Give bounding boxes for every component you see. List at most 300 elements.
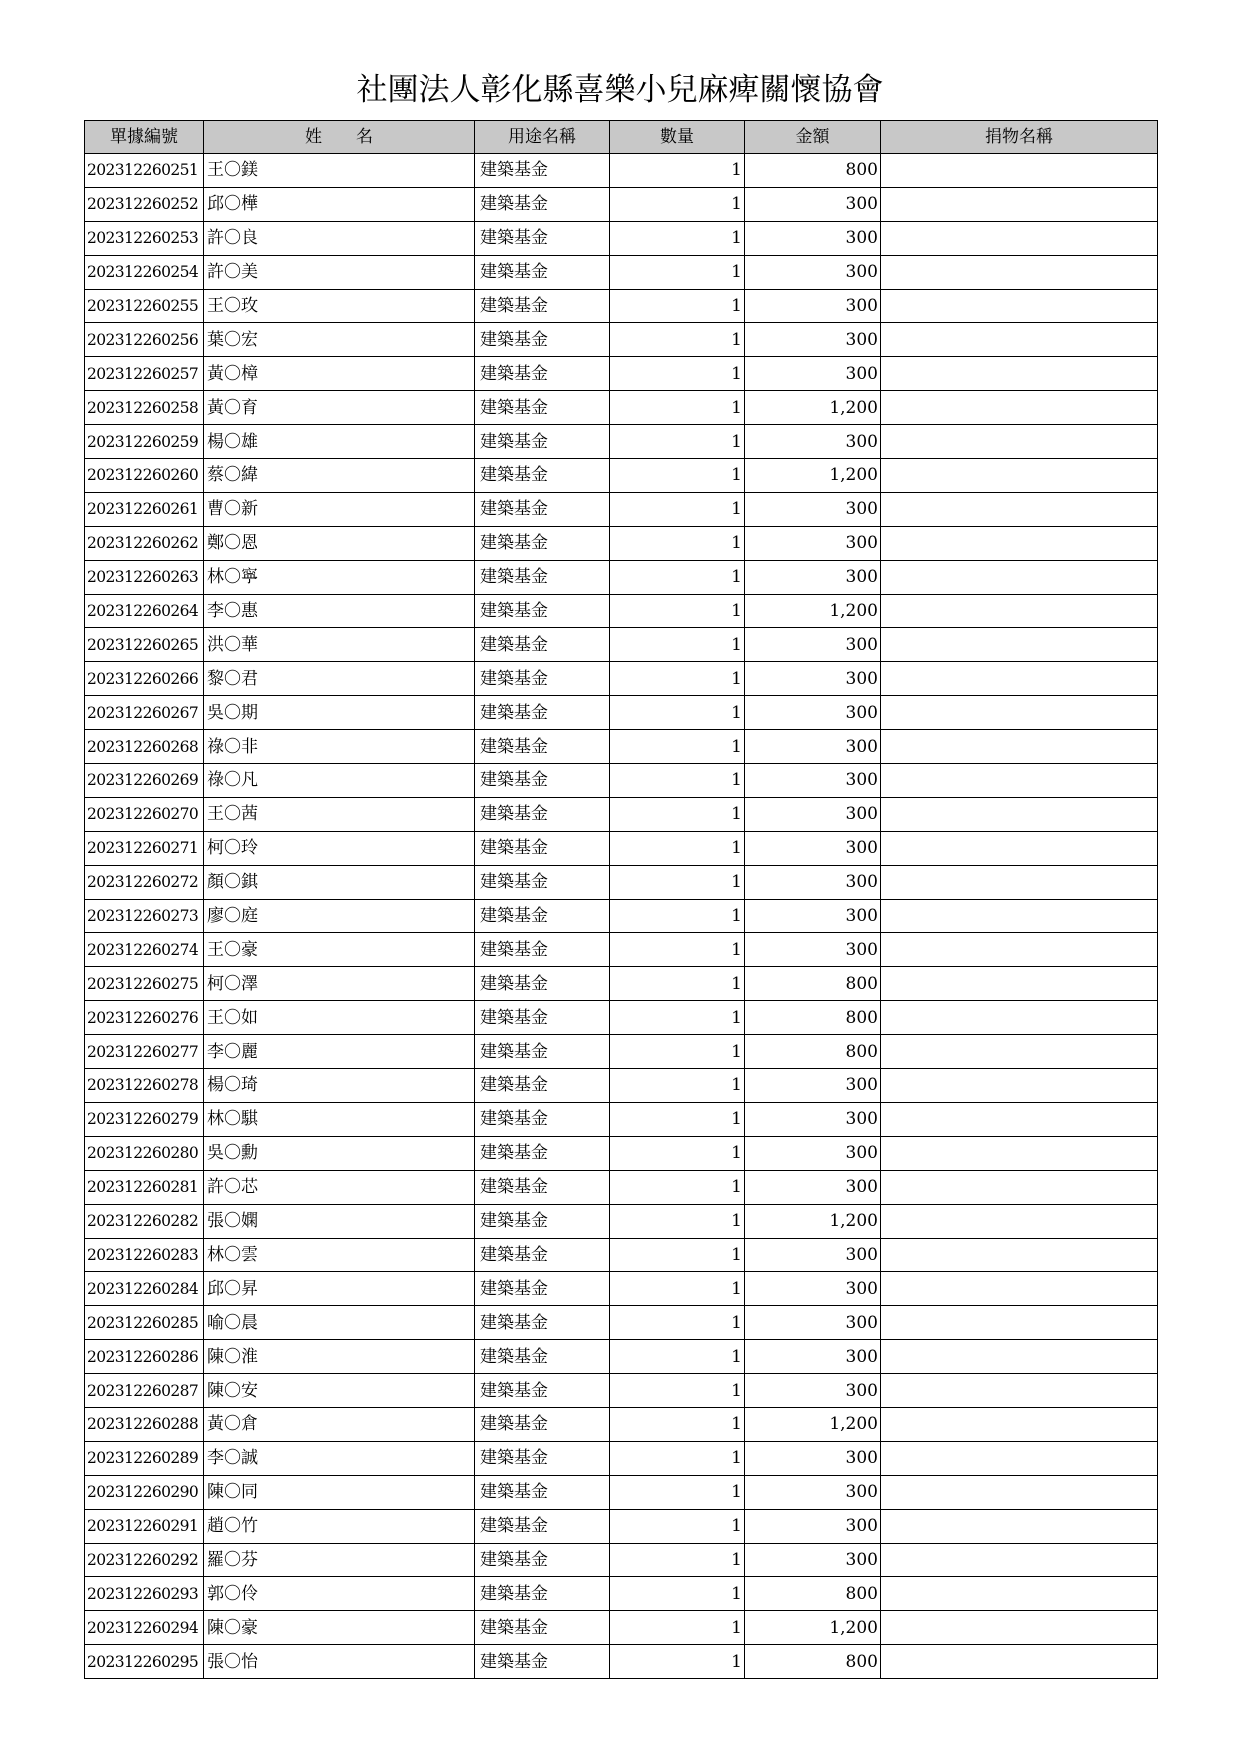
cell-purpose: 建築基金 bbox=[475, 797, 610, 831]
cell-quantity: 1 bbox=[610, 831, 745, 865]
cell-purpose: 建築基金 bbox=[475, 1272, 610, 1306]
cell-amount: 300 bbox=[745, 1475, 881, 1509]
cell-name: 王〇玫 bbox=[204, 289, 475, 323]
table-row bbox=[85, 323, 1158, 357]
cell-name: 廖〇庭 bbox=[204, 899, 475, 933]
cell-quantity: 1 bbox=[610, 1136, 745, 1170]
cell-purpose: 建築基金 bbox=[475, 662, 610, 696]
cell-receipt-no: 202312260287 bbox=[85, 1374, 204, 1408]
cell-quantity: 1 bbox=[610, 865, 745, 899]
cell-amount: 300 bbox=[745, 1340, 881, 1374]
cell-name: 張〇怡 bbox=[204, 1645, 475, 1679]
cell-name: 陳〇豪 bbox=[204, 1611, 475, 1645]
cell-name: 曹〇新 bbox=[204, 492, 475, 526]
cell-purpose: 建築基金 bbox=[475, 1001, 610, 1035]
cell-name: 王〇鎂 bbox=[204, 154, 475, 188]
table-row bbox=[85, 797, 1158, 831]
cell-quantity: 1 bbox=[610, 1340, 745, 1374]
cell-donated-item bbox=[881, 797, 1158, 831]
table-row bbox=[85, 1272, 1158, 1306]
cell-purpose: 建築基金 bbox=[475, 357, 610, 391]
cell-receipt-no: 202312260291 bbox=[85, 1509, 204, 1543]
cell-receipt-no: 202312260271 bbox=[85, 831, 204, 865]
cell-purpose: 建築基金 bbox=[475, 560, 610, 594]
cell-donated-item bbox=[881, 1170, 1158, 1204]
cell-donated-item bbox=[881, 492, 1158, 526]
cell-amount: 800 bbox=[745, 1577, 881, 1611]
cell-quantity: 1 bbox=[610, 425, 745, 459]
cell-name: 羅〇芬 bbox=[204, 1543, 475, 1577]
cell-donated-item bbox=[881, 425, 1158, 459]
cell-name: 洪〇華 bbox=[204, 628, 475, 662]
cell-name: 張〇嫻 bbox=[204, 1204, 475, 1238]
table-row bbox=[85, 628, 1158, 662]
cell-donated-item bbox=[881, 1475, 1158, 1509]
cell-purpose: 建築基金 bbox=[475, 1069, 610, 1103]
cell-name: 祿〇凡 bbox=[204, 764, 475, 798]
cell-purpose: 建築基金 bbox=[475, 1374, 610, 1408]
table-row bbox=[85, 594, 1158, 628]
cell-quantity: 1 bbox=[610, 187, 745, 221]
cell-donated-item bbox=[881, 831, 1158, 865]
cell-receipt-no: 202312260273 bbox=[85, 899, 204, 933]
cell-amount: 300 bbox=[745, 1306, 881, 1340]
cell-name: 顏〇錤 bbox=[204, 865, 475, 899]
cell-amount: 1,200 bbox=[745, 459, 881, 493]
cell-receipt-no: 202312260288 bbox=[85, 1407, 204, 1441]
cell-quantity: 1 bbox=[610, 221, 745, 255]
table-row bbox=[85, 1577, 1158, 1611]
cell-donated-item bbox=[881, 560, 1158, 594]
cell-purpose: 建築基金 bbox=[475, 696, 610, 730]
cell-amount: 300 bbox=[745, 662, 881, 696]
cell-donated-item bbox=[881, 1645, 1158, 1679]
cell-quantity: 1 bbox=[610, 662, 745, 696]
cell-quantity: 1 bbox=[610, 628, 745, 662]
cell-amount: 1,200 bbox=[745, 594, 881, 628]
cell-amount: 300 bbox=[745, 221, 881, 255]
cell-receipt-no: 202312260276 bbox=[85, 1001, 204, 1035]
cell-amount: 1,200 bbox=[745, 1204, 881, 1238]
cell-purpose: 建築基金 bbox=[475, 1577, 610, 1611]
cell-quantity: 1 bbox=[610, 1374, 745, 1408]
cell-quantity: 1 bbox=[610, 933, 745, 967]
cell-amount: 300 bbox=[745, 1136, 881, 1170]
cell-receipt-no: 202312260261 bbox=[85, 492, 204, 526]
cell-purpose: 建築基金 bbox=[475, 1204, 610, 1238]
cell-donated-item bbox=[881, 1577, 1158, 1611]
cell-quantity: 1 bbox=[610, 255, 745, 289]
cell-receipt-no: 202312260269 bbox=[85, 764, 204, 798]
cell-purpose: 建築基金 bbox=[475, 1136, 610, 1170]
cell-purpose: 建築基金 bbox=[475, 730, 610, 764]
cell-name: 鄭〇恩 bbox=[204, 526, 475, 560]
cell-quantity: 1 bbox=[610, 1441, 745, 1475]
table-row bbox=[85, 933, 1158, 967]
cell-donated-item bbox=[881, 357, 1158, 391]
cell-amount: 300 bbox=[745, 1543, 881, 1577]
cell-quantity: 1 bbox=[610, 1001, 745, 1035]
cell-purpose: 建築基金 bbox=[475, 933, 610, 967]
cell-purpose: 建築基金 bbox=[475, 289, 610, 323]
cell-amount: 300 bbox=[745, 865, 881, 899]
cell-receipt-no: 202312260277 bbox=[85, 1035, 204, 1069]
table-body bbox=[85, 154, 1158, 1679]
cell-donated-item bbox=[881, 899, 1158, 933]
cell-quantity: 1 bbox=[610, 1543, 745, 1577]
cell-quantity: 1 bbox=[610, 1272, 745, 1306]
cell-name: 陳〇同 bbox=[204, 1475, 475, 1509]
cell-name: 黃〇育 bbox=[204, 391, 475, 425]
cell-amount: 300 bbox=[745, 730, 881, 764]
cell-receipt-no: 202312260252 bbox=[85, 187, 204, 221]
cell-name: 陳〇安 bbox=[204, 1374, 475, 1408]
cell-amount: 800 bbox=[745, 1001, 881, 1035]
cell-purpose: 建築基金 bbox=[475, 1340, 610, 1374]
cell-amount: 300 bbox=[745, 933, 881, 967]
cell-amount: 300 bbox=[745, 1170, 881, 1204]
cell-donated-item bbox=[881, 628, 1158, 662]
cell-receipt-no: 202312260266 bbox=[85, 662, 204, 696]
cell-amount: 300 bbox=[745, 560, 881, 594]
cell-purpose: 建築基金 bbox=[475, 221, 610, 255]
cell-amount: 300 bbox=[745, 255, 881, 289]
cell-name: 許〇芯 bbox=[204, 1170, 475, 1204]
table-row bbox=[85, 289, 1158, 323]
cell-receipt-no: 202312260267 bbox=[85, 696, 204, 730]
cell-amount: 1,200 bbox=[745, 1611, 881, 1645]
cell-donated-item bbox=[881, 1001, 1158, 1035]
cell-donated-item bbox=[881, 730, 1158, 764]
cell-amount: 300 bbox=[745, 187, 881, 221]
cell-receipt-no: 202312260279 bbox=[85, 1102, 204, 1136]
cell-purpose: 建築基金 bbox=[475, 1645, 610, 1679]
cell-donated-item bbox=[881, 154, 1158, 188]
cell-quantity: 1 bbox=[610, 1069, 745, 1103]
cell-receipt-no: 202312260292 bbox=[85, 1543, 204, 1577]
cell-purpose: 建築基金 bbox=[475, 187, 610, 221]
table-header-row bbox=[85, 121, 1158, 154]
table-row bbox=[85, 1543, 1158, 1577]
cell-amount: 300 bbox=[745, 1238, 881, 1272]
cell-quantity: 1 bbox=[610, 1170, 745, 1204]
cell-receipt-no: 202312260286 bbox=[85, 1340, 204, 1374]
cell-purpose: 建築基金 bbox=[475, 1475, 610, 1509]
cell-name: 柯〇澤 bbox=[204, 967, 475, 1001]
cell-donated-item bbox=[881, 187, 1158, 221]
cell-quantity: 1 bbox=[610, 1509, 745, 1543]
cell-purpose: 建築基金 bbox=[475, 154, 610, 188]
cell-quantity: 1 bbox=[610, 526, 745, 560]
cell-purpose: 建築基金 bbox=[475, 492, 610, 526]
cell-receipt-no: 202312260274 bbox=[85, 933, 204, 967]
table-row bbox=[85, 425, 1158, 459]
cell-quantity: 1 bbox=[610, 357, 745, 391]
cell-name: 陳〇淮 bbox=[204, 1340, 475, 1374]
cell-receipt-no: 202312260294 bbox=[85, 1611, 204, 1645]
cell-amount: 300 bbox=[745, 357, 881, 391]
cell-receipt-no: 202312260284 bbox=[85, 1272, 204, 1306]
cell-donated-item bbox=[881, 1136, 1158, 1170]
table-row bbox=[85, 357, 1158, 391]
cell-purpose: 建築基金 bbox=[475, 1306, 610, 1340]
cell-donated-item bbox=[881, 1238, 1158, 1272]
cell-amount: 800 bbox=[745, 967, 881, 1001]
header-receipt-no: 單據編號 bbox=[85, 121, 204, 154]
cell-name: 吳〇期 bbox=[204, 696, 475, 730]
cell-donated-item bbox=[881, 865, 1158, 899]
cell-quantity: 1 bbox=[610, 594, 745, 628]
cell-name: 黃〇樟 bbox=[204, 357, 475, 391]
cell-amount: 300 bbox=[745, 764, 881, 798]
cell-quantity: 1 bbox=[610, 1645, 745, 1679]
cell-amount: 300 bbox=[745, 425, 881, 459]
table-row bbox=[85, 221, 1158, 255]
cell-name: 黎〇君 bbox=[204, 662, 475, 696]
table-row bbox=[85, 1611, 1158, 1645]
table-row bbox=[85, 899, 1158, 933]
cell-amount: 800 bbox=[745, 154, 881, 188]
cell-quantity: 1 bbox=[610, 1035, 745, 1069]
cell-purpose: 建築基金 bbox=[475, 323, 610, 357]
table-row bbox=[85, 967, 1158, 1001]
cell-amount: 300 bbox=[745, 797, 881, 831]
cell-donated-item bbox=[881, 1069, 1158, 1103]
cell-receipt-no: 202312260289 bbox=[85, 1441, 204, 1475]
table-row bbox=[85, 459, 1158, 493]
cell-name: 柯〇玲 bbox=[204, 831, 475, 865]
cell-name: 喻〇晨 bbox=[204, 1306, 475, 1340]
cell-donated-item bbox=[881, 662, 1158, 696]
cell-receipt-no: 202312260283 bbox=[85, 1238, 204, 1272]
cell-quantity: 1 bbox=[610, 1577, 745, 1611]
cell-receipt-no: 202312260275 bbox=[85, 967, 204, 1001]
cell-receipt-no: 202312260251 bbox=[85, 154, 204, 188]
cell-receipt-no: 202312260253 bbox=[85, 221, 204, 255]
cell-receipt-no: 202312260278 bbox=[85, 1069, 204, 1103]
cell-name: 祿〇非 bbox=[204, 730, 475, 764]
cell-donated-item bbox=[881, 526, 1158, 560]
cell-donated-item bbox=[881, 1611, 1158, 1645]
table-row bbox=[85, 831, 1158, 865]
table-row bbox=[85, 696, 1158, 730]
cell-name: 林〇騏 bbox=[204, 1102, 475, 1136]
cell-quantity: 1 bbox=[610, 730, 745, 764]
cell-donated-item bbox=[881, 594, 1158, 628]
cell-purpose: 建築基金 bbox=[475, 425, 610, 459]
header-purpose: 用途名稱 bbox=[475, 121, 610, 154]
cell-quantity: 1 bbox=[610, 1204, 745, 1238]
cell-purpose: 建築基金 bbox=[475, 865, 610, 899]
cell-name: 邱〇樺 bbox=[204, 187, 475, 221]
cell-donated-item bbox=[881, 221, 1158, 255]
cell-purpose: 建築基金 bbox=[475, 1611, 610, 1645]
header-donated-item: 捐物名稱 bbox=[881, 121, 1158, 154]
cell-receipt-no: 202312260265 bbox=[85, 628, 204, 662]
cell-name: 黃〇倉 bbox=[204, 1407, 475, 1441]
cell-donated-item bbox=[881, 696, 1158, 730]
cell-name: 林〇雲 bbox=[204, 1238, 475, 1272]
cell-amount: 300 bbox=[745, 1069, 881, 1103]
cell-amount: 300 bbox=[745, 323, 881, 357]
table-row bbox=[85, 1170, 1158, 1204]
cell-name: 林〇寧 bbox=[204, 560, 475, 594]
cell-purpose: 建築基金 bbox=[475, 1035, 610, 1069]
cell-donated-item bbox=[881, 1306, 1158, 1340]
cell-quantity: 1 bbox=[610, 560, 745, 594]
cell-purpose: 建築基金 bbox=[475, 1543, 610, 1577]
cell-name: 李〇麗 bbox=[204, 1035, 475, 1069]
cell-amount: 300 bbox=[745, 628, 881, 662]
table-row bbox=[85, 1509, 1158, 1543]
cell-amount: 800 bbox=[745, 1645, 881, 1679]
cell-donated-item bbox=[881, 1102, 1158, 1136]
cell-amount: 1,200 bbox=[745, 391, 881, 425]
cell-amount: 800 bbox=[745, 1035, 881, 1069]
cell-name: 王〇茜 bbox=[204, 797, 475, 831]
cell-receipt-no: 202312260264 bbox=[85, 594, 204, 628]
cell-amount: 300 bbox=[745, 899, 881, 933]
cell-donated-item bbox=[881, 764, 1158, 798]
cell-name: 李〇誠 bbox=[204, 1441, 475, 1475]
cell-donated-item bbox=[881, 1272, 1158, 1306]
cell-amount: 300 bbox=[745, 289, 881, 323]
cell-purpose: 建築基金 bbox=[475, 1170, 610, 1204]
cell-donated-item bbox=[881, 933, 1158, 967]
cell-quantity: 1 bbox=[610, 323, 745, 357]
table-row bbox=[85, 526, 1158, 560]
cell-donated-item bbox=[881, 1204, 1158, 1238]
cell-amount: 300 bbox=[745, 526, 881, 560]
table-row bbox=[85, 560, 1158, 594]
cell-name: 蔡〇緯 bbox=[204, 459, 475, 493]
cell-receipt-no: 202312260281 bbox=[85, 1170, 204, 1204]
cell-purpose: 建築基金 bbox=[475, 1238, 610, 1272]
table-row bbox=[85, 1340, 1158, 1374]
cell-receipt-no: 202312260260 bbox=[85, 459, 204, 493]
cell-quantity: 1 bbox=[610, 967, 745, 1001]
table-row bbox=[85, 1102, 1158, 1136]
cell-receipt-no: 202312260268 bbox=[85, 730, 204, 764]
cell-amount: 300 bbox=[745, 696, 881, 730]
table-row bbox=[85, 730, 1158, 764]
cell-quantity: 1 bbox=[610, 1102, 745, 1136]
table-row bbox=[85, 1035, 1158, 1069]
cell-purpose: 建築基金 bbox=[475, 764, 610, 798]
table-row bbox=[85, 1374, 1158, 1408]
cell-receipt-no: 202312260255 bbox=[85, 289, 204, 323]
cell-amount: 300 bbox=[745, 1272, 881, 1306]
cell-donated-item bbox=[881, 1441, 1158, 1475]
cell-quantity: 1 bbox=[610, 1611, 745, 1645]
table-row bbox=[85, 662, 1158, 696]
cell-purpose: 建築基金 bbox=[475, 594, 610, 628]
table-row bbox=[85, 391, 1158, 425]
donation-table bbox=[84, 120, 1158, 1679]
cell-quantity: 1 bbox=[610, 1238, 745, 1272]
cell-name: 王〇豪 bbox=[204, 933, 475, 967]
table-row bbox=[85, 865, 1158, 899]
cell-name: 許〇良 bbox=[204, 221, 475, 255]
table-row bbox=[85, 764, 1158, 798]
cell-quantity: 1 bbox=[610, 459, 745, 493]
cell-name: 吳〇勳 bbox=[204, 1136, 475, 1170]
cell-receipt-no: 202312260293 bbox=[85, 1577, 204, 1611]
cell-purpose: 建築基金 bbox=[475, 899, 610, 933]
cell-receipt-no: 202312260272 bbox=[85, 865, 204, 899]
cell-amount: 300 bbox=[745, 831, 881, 865]
cell-name: 王〇如 bbox=[204, 1001, 475, 1035]
table-row bbox=[85, 1407, 1158, 1441]
cell-donated-item bbox=[881, 1509, 1158, 1543]
cell-receipt-no: 202312260280 bbox=[85, 1136, 204, 1170]
table-row bbox=[85, 1001, 1158, 1035]
cell-quantity: 1 bbox=[610, 764, 745, 798]
table-row bbox=[85, 1306, 1158, 1340]
cell-purpose: 建築基金 bbox=[475, 1509, 610, 1543]
cell-receipt-no: 202312260258 bbox=[85, 391, 204, 425]
header-quantity: 數量 bbox=[610, 121, 745, 154]
cell-purpose: 建築基金 bbox=[475, 255, 610, 289]
cell-donated-item bbox=[881, 255, 1158, 289]
table-row bbox=[85, 154, 1158, 188]
cell-donated-item bbox=[881, 967, 1158, 1001]
cell-name: 李〇惠 bbox=[204, 594, 475, 628]
cell-donated-item bbox=[881, 1340, 1158, 1374]
cell-purpose: 建築基金 bbox=[475, 391, 610, 425]
cell-purpose: 建築基金 bbox=[475, 1407, 610, 1441]
cell-receipt-no: 202312260282 bbox=[85, 1204, 204, 1238]
cell-donated-item bbox=[881, 1543, 1158, 1577]
cell-purpose: 建築基金 bbox=[475, 1102, 610, 1136]
cell-quantity: 1 bbox=[610, 1475, 745, 1509]
table-row bbox=[85, 1238, 1158, 1272]
cell-name: 楊〇雄 bbox=[204, 425, 475, 459]
cell-amount: 300 bbox=[745, 1509, 881, 1543]
cell-amount: 1,200 bbox=[745, 1407, 881, 1441]
page-title: 社團法人彰化縣喜樂小兒麻痺關懷協會 bbox=[356, 72, 884, 108]
cell-purpose: 建築基金 bbox=[475, 967, 610, 1001]
cell-quantity: 1 bbox=[610, 1306, 745, 1340]
header-name: 姓 名 bbox=[204, 121, 475, 154]
table-row bbox=[85, 1136, 1158, 1170]
cell-purpose: 建築基金 bbox=[475, 628, 610, 662]
cell-name: 楊〇琦 bbox=[204, 1069, 475, 1103]
cell-receipt-no: 202312260254 bbox=[85, 255, 204, 289]
cell-amount: 300 bbox=[745, 1441, 881, 1475]
cell-name: 郭〇伶 bbox=[204, 1577, 475, 1611]
cell-donated-item bbox=[881, 323, 1158, 357]
cell-receipt-no: 202312260295 bbox=[85, 1645, 204, 1679]
table-row bbox=[85, 1475, 1158, 1509]
cell-receipt-no: 202312260257 bbox=[85, 357, 204, 391]
cell-receipt-no: 202312260263 bbox=[85, 560, 204, 594]
cell-name: 邱〇昇 bbox=[204, 1272, 475, 1306]
cell-purpose: 建築基金 bbox=[475, 459, 610, 493]
cell-receipt-no: 202312260262 bbox=[85, 526, 204, 560]
cell-donated-item bbox=[881, 391, 1158, 425]
cell-quantity: 1 bbox=[610, 289, 745, 323]
table-row bbox=[85, 1204, 1158, 1238]
cell-purpose: 建築基金 bbox=[475, 1441, 610, 1475]
cell-quantity: 1 bbox=[610, 797, 745, 831]
cell-amount: 300 bbox=[745, 1374, 881, 1408]
cell-quantity: 1 bbox=[610, 391, 745, 425]
table-row bbox=[85, 1441, 1158, 1475]
cell-donated-item bbox=[881, 459, 1158, 493]
cell-donated-item bbox=[881, 1035, 1158, 1069]
table-row bbox=[85, 492, 1158, 526]
